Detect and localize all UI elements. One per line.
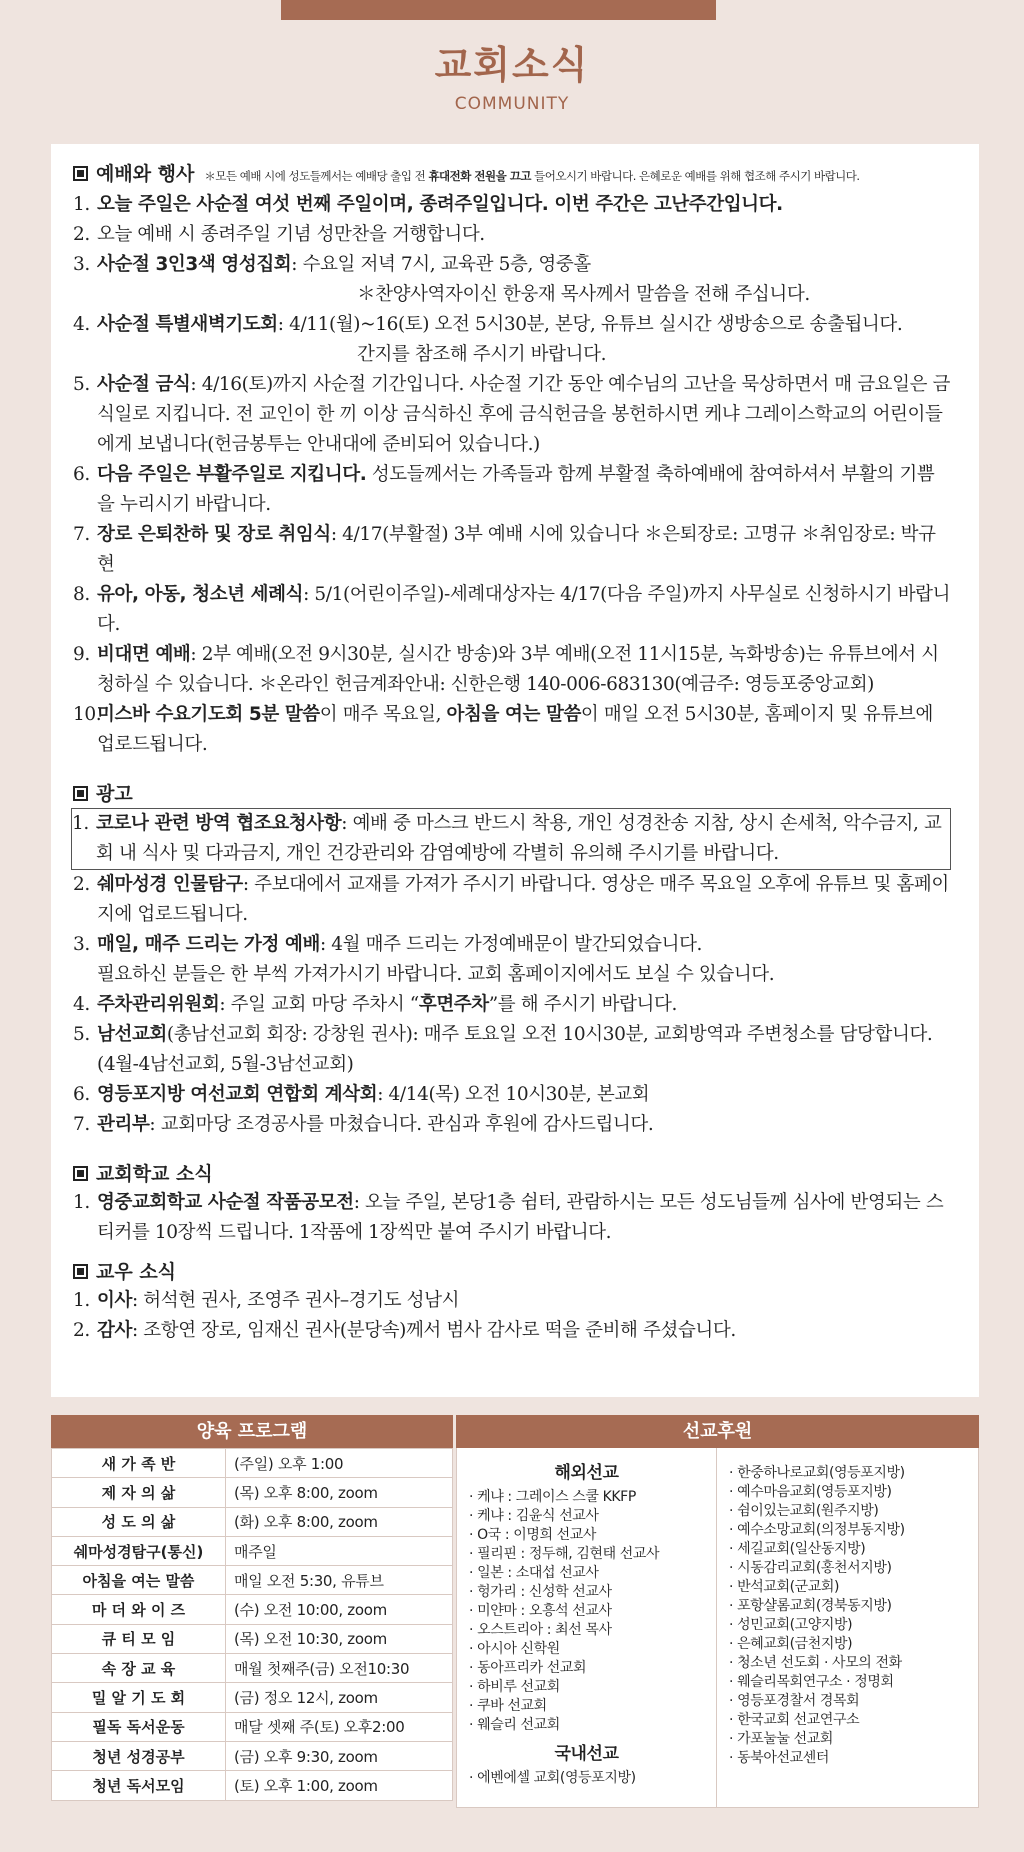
program-time: 매월 첫째주(금) 오전10:30 (226, 1654, 453, 1683)
item-body: : 주일 교회 마당 주차시 “ (219, 994, 419, 1015)
table-row (52, 1712, 453, 1741)
program-table (51, 1448, 453, 1801)
list-item: · 필리핀 : 정두해, 김현태 선교사 (469, 1546, 660, 1562)
section-title: 예배와 행사 (96, 163, 195, 185)
table-row (52, 1566, 453, 1595)
domestic-heading: 국내선교 (554, 1744, 619, 1764)
mission-body (456, 1448, 979, 1808)
program-name: 제 자 의 삶 (52, 1478, 226, 1507)
list-item: · 헝가리 : 신성학 선교사 (469, 1584, 612, 1600)
item-text (97, 1080, 951, 1110)
section-title: 교우 소식 (96, 1261, 177, 1283)
list-item: · 쉼이있는교회(원주지방) (729, 1503, 879, 1519)
item-text (97, 990, 951, 1020)
program-name: 속 장 교 육 (52, 1654, 226, 1683)
mission-title: 선교후원 (456, 1415, 979, 1448)
square-bullet-icon (73, 786, 88, 801)
table-row (52, 1654, 453, 1683)
item-body: : 4/14(목) 오전 10시30분, 본교회 (377, 1084, 650, 1105)
item-keyword: 미스바 수요기도회 5분 말씀 (97, 704, 320, 725)
square-bullet-icon (73, 1166, 88, 1181)
program-name: 성 도 의 삶 (52, 1507, 226, 1536)
program-name: 쉐마성경탐구(통신) (52, 1536, 226, 1565)
domestic-left-list (469, 1769, 716, 1788)
item-number: 2. (73, 1320, 90, 1341)
table-row (52, 1595, 453, 1624)
program-time: 매달 셋째 주(토) 오후2:00 (226, 1712, 453, 1741)
worship-list (73, 190, 951, 760)
program-name: 큐 티 모 임 (52, 1624, 226, 1653)
section-title: 광고 (96, 783, 133, 805)
list-item: · 오스트리아 : 최선 목사 (469, 1622, 612, 1638)
item-keyword: 사순절 특별새벽기도회 (97, 314, 278, 335)
item-keyword: 영중교회학교 사순절 작품공모전 (97, 1192, 354, 1213)
item-body: 이 매일 오전 5시30분, 홈페이지 및 유튜브에 업로드됩니다. (97, 704, 933, 755)
square-bullet-icon (73, 1264, 88, 1279)
item-body: 오늘 예배 시 종려주일 기념 성만찬을 거행합니다. (97, 224, 485, 245)
item-number: 4. (73, 314, 90, 335)
item-body: : 4/16(토)까지 사순절 기간입니다. 사순절 기간 동안 예수님의 고난을 묵상하면서 매 금요일은 금식일로 지킵니다. 전 교인이 한 끼 이상 금식하신 후에 금식헌금을 봉헌하시면 케냐 그레이스학교의 어린이들에게 보냅니다(헌금봉투는 안내대에 준비되어 있습니다.) (97, 374, 951, 455)
item-keyword: 사순절 금식 (97, 374, 191, 395)
list-item: · 동아프리카 선교회 (469, 1660, 587, 1676)
item-number: 8. (73, 584, 90, 605)
list-item: · 세길교회(일산동지방) (729, 1541, 866, 1557)
list-item: · 청소년 선도회 · 사모의 전화 (729, 1655, 902, 1671)
list-item (73, 220, 951, 250)
program-time: (금) 오후 9:30, zoom (226, 1741, 453, 1770)
item-body: : 4/11(월)~16(토) 오전 5시30분, 본당, 유튜브 실시간 생방송으로 송출됩니다. (277, 314, 903, 335)
item-body: : 조항연 장로, 임재신 권사(분당속)께서 범사 감사로 떡을 준비해 주셨습니다. (131, 1320, 736, 1341)
item-keyword: 유아, 아동, 청소년 세례식 (97, 584, 304, 605)
item-text (97, 930, 951, 990)
section-title: 교회학교 소식 (96, 1163, 213, 1185)
item-number: 1. (72, 813, 89, 834)
members-list (73, 1286, 951, 1346)
list-item (73, 250, 951, 310)
program-name: 새 가 족 반 (52, 1449, 226, 1478)
list-item: · 한국교회 선교연구소 (729, 1712, 860, 1728)
item-text (96, 809, 946, 869)
page-subtitle: COMMUNITY (454, 94, 570, 114)
mission-right-column (717, 1448, 978, 1807)
table-row (52, 1507, 453, 1536)
list-item: · 예수마음교회(영등포지방) (729, 1484, 892, 1500)
list-item (73, 870, 951, 930)
item-number: 3. (73, 934, 90, 955)
item-keyword: 감사 (97, 1320, 132, 1341)
list-item: · 하비루 선교회 (469, 1679, 560, 1695)
item-body: : 4/17(부활절) 3부 예배 시에 있습니다 ＊은퇴장로: 고명규 ＊취임장로: 박규현 (97, 524, 936, 575)
item-keyword: 코로나 관련 방역 협조요청사항 (96, 813, 342, 834)
item-number: 6. (73, 1084, 90, 1105)
program-time: (금) 정오 12시, zoom (226, 1683, 453, 1712)
item-body: : 주보대에서 교재를 가져가 주시기 바랍니다. 영상은 매주 목요일 오후에 유튜브 및 홈페이지에 업로드됩니다. (97, 874, 949, 925)
list-item (73, 520, 951, 580)
list-item: · 영등포경찰서 경목회 (729, 1693, 860, 1709)
item-body: : 예배 중 마스크 반드시 착용, 개인 성경찬송 지참, 상시 손세척, 악수금지, 교회 내 식사 및 다과금지, 개인 건강관리와 감염예방에 각별히 유의해 주시기를 바랍니다. (96, 813, 942, 864)
page-header (0, 40, 1024, 114)
item-body: : 교회마당 조경공사를 마쳤습니다. 관심과 후원에 감사드립니다. (149, 1114, 654, 1135)
page-title: 교회소식 (434, 43, 590, 87)
list-item (73, 460, 951, 520)
program-time: (목) 오전 10:30, zoom (226, 1624, 453, 1653)
table-row (52, 1624, 453, 1653)
overseas-heading: 해외선교 (554, 1463, 619, 1483)
item-keyword: 비대면 예배 (97, 644, 191, 665)
worship-note: ＊모든 예배 시에 성도들께서는 예배당 출입 전 휴대전화 전원을 끄고 들어오시기 바랍니다. 은혜로운 예배를 위해 협조해 주시기 바랍니다. (204, 169, 860, 183)
list-item (73, 1110, 951, 1140)
item-number: 5. (73, 374, 90, 395)
program-time: (수) 오전 10:00, zoom (226, 1595, 453, 1624)
section-heading-members (73, 1258, 951, 1286)
list-item (73, 1080, 951, 1110)
item-number: 1. (73, 1192, 90, 1213)
item-body: ”를 해 주시기 바랍니다. (488, 994, 677, 1015)
table-row (52, 1449, 453, 1478)
item-keyword: 매일, 매주 드리는 가정 예배 (97, 934, 320, 955)
list-item: · 쿠바 선교회 (469, 1698, 547, 1714)
table-row (52, 1771, 453, 1800)
list-item: · 가포눌눌 선교회 (729, 1731, 834, 1747)
item-body: 이 매주 목요일, (319, 704, 447, 725)
item-text (97, 220, 951, 250)
program-time: 매일 오전 5:30, 유튜브 (226, 1566, 453, 1595)
list-item: · 포항샬롬교회(경북동지방) (729, 1598, 892, 1614)
list-item: · 성민교회(고양지방) (729, 1617, 853, 1633)
program-time: (화) 오후 8:00, zoom (226, 1507, 453, 1536)
list-item (71, 808, 951, 870)
item-keyword: 아침을 여는 말씀 (446, 704, 581, 725)
program-name: 청년 성경공부 (52, 1741, 226, 1770)
item-text (97, 580, 951, 640)
program-time: (주일) 오후 1:00 (226, 1449, 453, 1478)
table-row (52, 1741, 453, 1770)
item-number: 9. (73, 644, 90, 665)
item-continuation: 필요하신 분들은 한 부씩 가져가시기 바랍니다. 교회 홈페이지에서도 보실 수 있습니다. (97, 964, 775, 985)
item-keyword: 후면주차 (418, 994, 489, 1015)
news-panel (51, 144, 979, 1397)
list-item (73, 1020, 951, 1080)
item-keyword: 관리부 (97, 1114, 150, 1135)
item-number: 6. (73, 464, 90, 485)
item-number: 3. (73, 254, 90, 275)
list-item (73, 580, 951, 640)
item-text (97, 1110, 951, 1140)
item-continuation: 간지를 참조해 주시기 바랍니다. (357, 344, 607, 365)
item-keyword: 영등포지방 여선교회 연합회 계삭회 (97, 1084, 378, 1105)
program-time: (토) 오후 1:00, zoom (226, 1771, 453, 1800)
item-number: 4. (73, 994, 90, 1015)
item-keyword: 사순절 3인3색 영성집회 (97, 254, 292, 275)
program-name: 청년 독서모임 (52, 1771, 226, 1800)
list-item (73, 640, 951, 700)
program-table-title: 양육 프로그램 (51, 1415, 453, 1448)
list-item: · 예수소망교회(의정부동지방) (729, 1522, 905, 1538)
program-name: 밀 알 기 도 회 (52, 1683, 226, 1712)
item-body: : 수요일 저녁 7시, 교육관 5층, 영중홀 (291, 254, 591, 275)
list-item: · 아시아 신학원 (469, 1641, 560, 1657)
domestic-right-list (729, 1464, 978, 1768)
list-item: · 미얀마 : 오흥석 선교사 (469, 1603, 612, 1619)
list-item: · 은혜교회(금천지방) (729, 1636, 853, 1652)
list-item: · 케냐 : 김윤식 선교사 (469, 1508, 599, 1524)
item-number: 2. (73, 224, 90, 245)
mission-box (456, 1415, 979, 1808)
list-item: · 동북아선교센터 (729, 1750, 829, 1766)
item-text (97, 310, 951, 370)
program-name: 마 더 와 이 즈 (52, 1595, 226, 1624)
item-text (97, 1188, 951, 1248)
list-item (73, 700, 951, 760)
item-body: : 4월 매주 드리는 가정예배문이 발간되었습니다. (319, 934, 703, 955)
item-text (97, 370, 951, 460)
item-body: : 오늘 주일, 본당1층 쉼터, 관람하시는 모든 성도님들께 심사에 반영되는 스티커를 10장씩 드립니다. 1작품에 1장씩만 붙여 주시기 바랍니다. (97, 1192, 944, 1243)
item-number: 5. (73, 1024, 90, 1045)
item-keyword: 쉐마성경 인물탐구 (97, 874, 243, 895)
list-item: · 일본 : 소대섭 선교사 (469, 1565, 599, 1581)
program-time: (목) 오후 8:00, zoom (226, 1478, 453, 1507)
item-body: (총남선교회 회장: 강창원 권사): 매주 토요일 오전 10시30분, 교회방역과 주변청소를 담당합니다. (4월-4남선교회, 5월-3남선교회) (97, 1024, 933, 1075)
list-item: · 케냐 : 그레이스 스쿨 KKFP (469, 1489, 636, 1505)
list-item (73, 190, 951, 220)
overseas-list (469, 1488, 716, 1735)
list-item (73, 1316, 951, 1346)
program-name: 아침을 여는 말씀 (52, 1566, 226, 1595)
list-item: · O국 : 이명희 선교사 (469, 1527, 597, 1543)
item-keyword: 장로 은퇴찬하 및 장로 취임식 (97, 524, 331, 545)
list-item (73, 1286, 951, 1316)
list-item (73, 370, 951, 460)
school-list (73, 1188, 951, 1248)
item-text (97, 460, 951, 520)
list-item: · 한중하나로교회(영등포지방) (729, 1465, 905, 1481)
item-keyword: 다음 주일은 부활주일로 지킵니다. (97, 464, 367, 485)
item-body: 성도들께서는 가족들과 함께 부활절 축하예배에 참여하셔서 부활의 기쁨을 누리시기 바랍니다. (97, 464, 935, 515)
square-bullet-icon (73, 166, 88, 181)
item-text (97, 1020, 951, 1080)
item-number: 2. (73, 874, 90, 895)
list-item: · 시동감리교회(홍천서지방) (729, 1560, 892, 1576)
item-text (97, 700, 951, 760)
item-body: : 2부 예배(오전 9시30분, 실시간 방송)와 3부 예배(오전 11시15분, 녹화방송)는 유튜브에서 시청하실 수 있습니다. ＊온라인 헌금계좌안내: 신한은행 140-006-683130(예금주: 영등포중앙교회) (97, 644, 939, 695)
program-name: 필독 독서운동 (52, 1712, 226, 1741)
program-time: 매주일 (226, 1536, 453, 1565)
item-text (97, 1286, 951, 1316)
table-row (52, 1683, 453, 1712)
item-body: : 5/1(어린이주일)-세례대상자는 4/17(다음 주일)까지 사무실로 신청하시기 바랍니다. (97, 584, 951, 635)
item-number: 1. (73, 194, 90, 215)
item-number: 10. (73, 704, 102, 725)
list-item: · 반석교회(군교회) (729, 1579, 840, 1595)
list-item: · 웨슬리목회연구소 · 정명회 (729, 1674, 894, 1690)
item-text (97, 870, 951, 930)
item-keyword: 이사 (97, 1290, 132, 1311)
item-number: 7. (73, 1114, 90, 1135)
item-keyword: 주차관리위원회 (97, 994, 220, 1015)
item-text (97, 190, 951, 220)
item-text (97, 520, 951, 580)
item-body: : 허석현 권사, 조영주 권사–경기도 성남시 (131, 1290, 460, 1311)
list-item (73, 310, 951, 370)
table-row (52, 1536, 453, 1565)
ads-list (73, 808, 951, 1140)
item-number: 7. (73, 524, 90, 545)
section-heading-school (73, 1160, 951, 1188)
table-row (52, 1478, 453, 1507)
list-item: · 에벤에셀 교회(영등포지방) (469, 1770, 636, 1786)
mission-left-column (457, 1448, 717, 1807)
item-continuation: ＊찬양사역자이신 한웅재 목사께서 말씀을 전해 주십니다. (357, 284, 810, 305)
program-table-box (51, 1415, 453, 1801)
item-text (97, 640, 951, 700)
item-text (97, 1316, 951, 1346)
section-heading-ads (73, 780, 951, 808)
item-text (97, 250, 951, 310)
top-accent-bar (281, 0, 716, 20)
item-keyword: 남선교회 (97, 1024, 167, 1045)
item-number: 1. (73, 1290, 90, 1311)
list-item (73, 990, 951, 1020)
list-item (73, 1188, 951, 1248)
list-item: · 웨슬리 선교회 (469, 1717, 560, 1733)
section-heading-worship (73, 160, 951, 190)
list-item (73, 930, 951, 990)
item-keyword: 오늘 주일은 사순절 여섯 번째 주일이며, 종려주일입니다. 이번 주간은 고난주간입니다. (97, 194, 783, 215)
